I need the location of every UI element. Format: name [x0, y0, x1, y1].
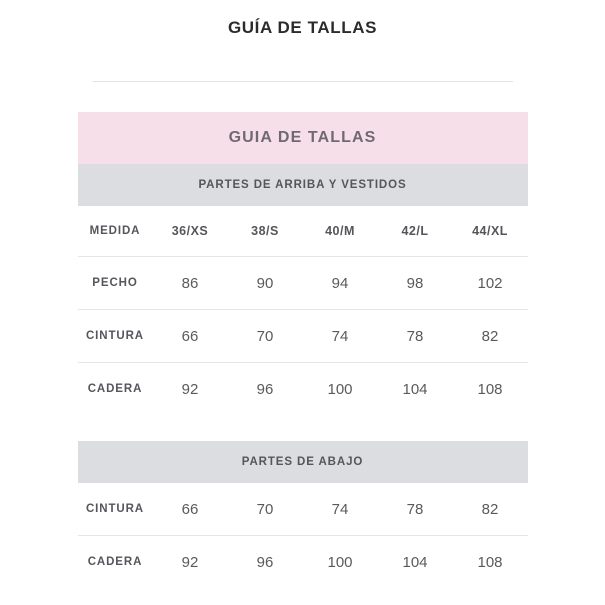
spacer-cell: [78, 415, 528, 441]
cell-cadera-bottoms-42l: 104: [402, 553, 428, 571]
section-spacer: [78, 415, 528, 441]
cell-cadera-bottoms-40m: 100: [327, 553, 353, 571]
row-label-cadera-bottoms: CADERA: [87, 556, 143, 568]
cell-cintura-bottoms-38s: 70: [228, 483, 303, 536]
size-table-container: [78, 112, 528, 588]
section-heading-row-tops: [78, 164, 528, 206]
cell-pecho-40m: 94: [303, 257, 378, 310]
section-heading-tops: PARTES DE ARRIBA Y VESTIDOS: [78, 164, 528, 206]
table-row: [78, 257, 528, 310]
column-header-42l: 42/L: [378, 206, 453, 257]
row-label-pecho: PECHO: [78, 257, 153, 310]
page-title: GUÍA DE TALLAS: [227, 18, 378, 37]
cell-pecho-42l: 98: [378, 257, 453, 310]
column-header-38s: 38/S: [228, 206, 303, 257]
cell-cintura-tops-36xs: 66: [153, 310, 228, 363]
cell-cintura-bottoms-42l: 78: [378, 483, 453, 536]
cell-cintura-tops-38s: 70: [228, 310, 303, 363]
cell-cadera-tops-42l: 104: [402, 380, 428, 398]
cell-cintura-bottoms-40m: 74: [303, 483, 378, 536]
cell-cintura-bottoms-44xl: 82: [453, 483, 528, 536]
cell-cintura-tops-44xl: 82: [453, 310, 528, 363]
cell-cadera-bottoms-44xl: 108: [477, 553, 503, 571]
row-label-cadera-tops: CADERA: [87, 383, 143, 395]
measure-header: MEDIDA: [78, 206, 153, 257]
cell-pecho-38s: 90: [228, 257, 303, 310]
cell-cadera-bottoms-36xs: 92: [181, 553, 199, 571]
row-label-cintura-tops: CINTURA: [78, 310, 153, 363]
table-row: [78, 363, 528, 416]
cell-cintura-bottoms-36xs: 66: [153, 483, 228, 536]
table-row: [78, 310, 528, 363]
cell-cadera-tops-38s: 96: [256, 380, 274, 398]
cell-cintura-tops-42l: 78: [378, 310, 453, 363]
table-row: [78, 483, 528, 536]
size-guide-table: [78, 112, 528, 588]
table-banner: GUIA DE TALLAS: [78, 112, 528, 164]
row-label-cintura-bottoms: CINTURA: [78, 483, 153, 536]
column-header-40m: 40/M: [303, 206, 378, 257]
cell-cadera-tops-40m: 100: [327, 380, 353, 398]
table-banner-row: [78, 112, 528, 164]
column-header-44xl: 44/XL: [453, 206, 528, 257]
header-divider: [93, 81, 513, 82]
cell-pecho-44xl: 102: [453, 257, 528, 310]
section-heading-row-bottoms: [78, 441, 528, 483]
cell-cintura-tops-40m: 74: [303, 310, 378, 363]
column-header-row: [78, 206, 528, 257]
table-row: [78, 536, 528, 589]
cell-pecho-36xs: 86: [153, 257, 228, 310]
cell-cadera-tops-36xs: 92: [181, 380, 199, 398]
section-heading-bottoms: PARTES DE ABAJO: [78, 441, 528, 483]
column-header-36xs: 36/XS: [153, 206, 228, 257]
cell-cadera-bottoms-38s: 96: [256, 553, 274, 571]
cell-cadera-tops-44xl: 108: [477, 380, 503, 398]
